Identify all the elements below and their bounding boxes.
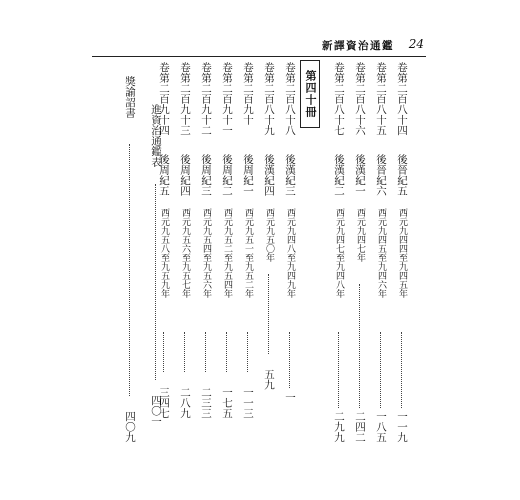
toc-entry[interactable] [331,62,347,442]
dot-leader [380,332,381,408]
chapter-label: 後周紀四 [179,154,191,196]
volume-label: 卷第二百八十七 [333,62,345,136]
dot-leader [247,332,248,372]
dot-leader [184,332,185,372]
page-ref: 一一三 [242,386,254,418]
page-ref: 一一九 [396,410,408,442]
era-label: 西元九四五至九四六年 [376,208,386,298]
era-label: 西元九五六至九五七年 [180,208,190,298]
volume-label: 卷第二百八十四 [396,62,408,136]
dot-leader [129,144,130,396]
dot-leader [155,184,156,380]
toc-entry[interactable] [219,62,235,418]
volume-label: 卷第二百九十四 [158,62,170,136]
era-label: 西元九四七年 [355,208,365,262]
era-label: 西元九五八至九五九年 [159,208,169,298]
volume-label: 卷第二百八十八 [284,62,296,136]
page-ref: 四〇九 [124,410,136,442]
page-ref: 一 [284,391,296,402]
page-ref: 二四二 [354,410,366,442]
page-ref: 二九九 [333,410,345,442]
page-ref: 二八九 [179,386,191,418]
chapter-label: 後漢紀二 [333,154,345,196]
era-label: 西元九四四至九四五年 [397,208,407,298]
page-ref: 五九 [263,369,275,390]
dot-leader [338,332,339,408]
volume-label: 卷第二百九十三 [179,62,191,136]
page-ref: 四〇一 [150,394,162,426]
chapter-label: 後漢紀四 [263,154,275,196]
chapter-label: 後周紀二 [221,154,233,196]
volume-label: 卷第二百九十一 [221,62,233,136]
era-label: 西元九四八至九四九年 [285,208,295,298]
header-rule [92,56,426,57]
page-ref: 三四七 [158,386,170,418]
running-header [92,36,424,58]
toc-entry[interactable] [282,62,298,402]
appendix-entry[interactable] [148,104,164,426]
toc-entry[interactable] [177,62,193,418]
era-label: 西元九五〇年 [264,208,274,262]
dot-leader [205,332,206,372]
book-title: 第四十冊 [300,60,320,128]
appendix-title: 獎諭詔書 [124,76,136,118]
era-label: 西元九四七至九四八年 [334,208,344,298]
appendix-title: 進資治通鑑表 [150,104,162,167]
dot-leader [289,332,290,388]
chapter-label: 後晉紀六 [375,154,387,196]
chapter-label: 後漢紀三 [284,154,296,196]
page-ref: 二三三 [200,386,212,418]
toc-entry[interactable] [352,62,368,442]
era-label: 西元九五一至九五二年 [243,208,253,298]
volume-label: 卷第二百八十六 [354,62,366,136]
page-ref: 一八五 [375,410,387,442]
chapter-label: 後晉紀五 [396,154,408,196]
toc-entry[interactable] [240,62,256,418]
header-title: 新譯資治通鑑 [322,40,394,52]
toc-entry[interactable] [198,62,214,418]
dot-leader [226,332,227,372]
toc-entry[interactable] [394,62,410,442]
toc-entry[interactable] [373,62,389,442]
era-label: 西元九五四至九五六年 [201,208,211,298]
page-number: 24 [408,37,424,51]
volume-label: 卷第二百八十五 [375,62,387,136]
appendix-entry[interactable] [122,76,138,442]
dot-leader [359,284,360,408]
chapter-label: 後周紀三 [200,154,212,196]
volume-label: 卷第二百九十 [242,62,254,125]
chapter-label: 後周紀五 [158,154,170,196]
era-label: 西元九五二至九五四年 [222,208,232,298]
dot-leader [268,274,269,354]
volume-label: 卷第二百九十二 [200,62,212,136]
page-ref: 一七五 [221,386,233,418]
volume-label: 卷第二百八十九 [263,62,275,136]
dot-leader [401,332,402,408]
toc-entry[interactable] [261,62,277,390]
chapter-label: 後漢紀一 [354,154,366,196]
chapter-label: 後周紀一 [242,154,254,196]
